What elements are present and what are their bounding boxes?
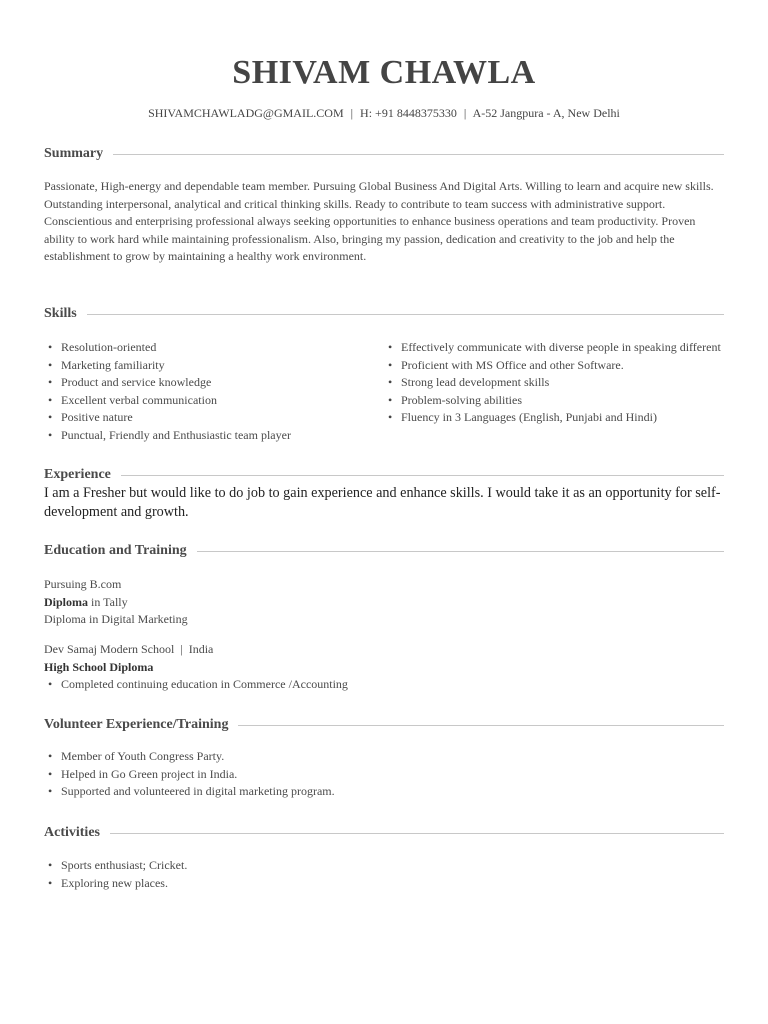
section-divider xyxy=(238,725,724,726)
skill-item: • Positive nature xyxy=(44,409,374,427)
degree-title: Diploma xyxy=(44,594,89,609)
section-divider xyxy=(110,833,724,834)
education-diploma: Diploma in Digital Marketing xyxy=(44,612,188,626)
skill-item: • Punctual, Friendly and Enthusiastic team player xyxy=(44,427,374,445)
volunteer-item: • Member of Youth Congress Party. xyxy=(44,748,724,766)
experience-paragraph: I am a Fresher but would like to do job to gain experience and enhance skills. I would take it as an opportunity for self-development and growth. xyxy=(44,485,721,520)
education-entry-1 xyxy=(44,576,724,629)
education-entry-2 xyxy=(44,641,724,694)
skill-item: • Marketing familiarity xyxy=(44,357,374,375)
section-divider xyxy=(87,314,724,315)
section-divider xyxy=(121,475,724,476)
summary-block xyxy=(44,178,724,266)
school-degree xyxy=(44,659,724,677)
skill-item: • Resolution-oriented xyxy=(44,339,374,357)
summary-section-header xyxy=(44,144,724,164)
section-divider xyxy=(113,154,724,155)
volunteer-heading: Volunteer Experience/Training xyxy=(44,717,229,732)
school-details-list xyxy=(44,676,724,694)
address-text: A-52 Jangpura - A, New Delhi xyxy=(472,106,620,120)
school-name: Dev Samaj Modern School xyxy=(44,642,175,656)
volunteer-item: • Helped in Go Green project in India. xyxy=(44,766,724,784)
education-degree-line xyxy=(44,594,724,612)
education-status: Pursuing B.com xyxy=(44,577,122,591)
skill-item: • Strong lead development skills xyxy=(384,374,724,392)
activities-section-header xyxy=(44,823,724,843)
skills-list-right xyxy=(384,339,724,427)
degree-field: in Tally xyxy=(88,594,128,609)
experience-section-header xyxy=(44,465,724,485)
school-detail-item: • Completed continuing education in Commerce /Accounting xyxy=(44,676,724,694)
skills-section-header xyxy=(44,304,724,324)
school-separator: | xyxy=(180,642,183,656)
activities-heading: Activities xyxy=(44,825,100,840)
skills-block xyxy=(44,339,724,449)
volunteer-item: • Supported and volunteered in digital marketing program. xyxy=(44,783,724,801)
skill-item: • Problem-solving abilities xyxy=(384,392,724,410)
activity-item: • Exploring new places. xyxy=(44,875,724,893)
summary-heading: Summary xyxy=(44,146,104,161)
activities-list xyxy=(44,857,724,892)
school-location: India xyxy=(188,642,214,656)
activities-block xyxy=(44,857,724,892)
contact-separator: | xyxy=(463,106,467,120)
volunteer-list xyxy=(44,748,724,801)
phone-text: H: +91 8448375330 xyxy=(360,106,457,120)
section-divider xyxy=(197,551,724,552)
school-degree-title: High School Diploma xyxy=(44,659,154,674)
skill-item: • Effectively communicate with diverse people in speaking different xyxy=(384,339,724,357)
skill-item: • Fluency in 3 Languages (English, Punjabi and Hindi) xyxy=(384,409,724,427)
contact-separator: | xyxy=(350,106,354,120)
experience-heading: Experience xyxy=(44,467,111,482)
activity-item: • Sports enthusiast; Cricket. xyxy=(44,857,724,875)
skill-item: • Product and service knowledge xyxy=(44,374,374,392)
education-heading: Education and Training xyxy=(44,543,187,558)
skills-heading: Skills xyxy=(44,306,77,321)
education-section-header xyxy=(44,541,724,561)
email-text: SHIVAMCHAWLADG@GMAIL.COM xyxy=(148,106,344,120)
skill-item: • Excellent verbal communication xyxy=(44,392,374,410)
skill-item: • Proficient with MS Office and other Software. xyxy=(384,357,724,375)
contact-line xyxy=(0,106,768,121)
volunteer-section-header xyxy=(44,715,724,735)
volunteer-block xyxy=(44,748,724,801)
candidate-name: SHIVAM CHAWLA xyxy=(232,54,536,91)
school-line xyxy=(44,641,724,659)
skills-list-left xyxy=(44,339,374,444)
summary-paragraph: Passionate, High-energy and dependable team member. Pursuing Global Business And Digital Arts. Willing to learn and acquire new skills. Outstanding interpersonal, analytical and critical thinking skills. Ready to contribute to team success with administrative support. Conscientious and enterprising professional always seeking opportunities to enhance business operations and team productivity. Proven ability to work hard while maintaining professionalism. Also, bringing my passion, dedication and creativity to the job and help the establishment to grow by maintaining a healthy work environment. xyxy=(44,179,714,263)
